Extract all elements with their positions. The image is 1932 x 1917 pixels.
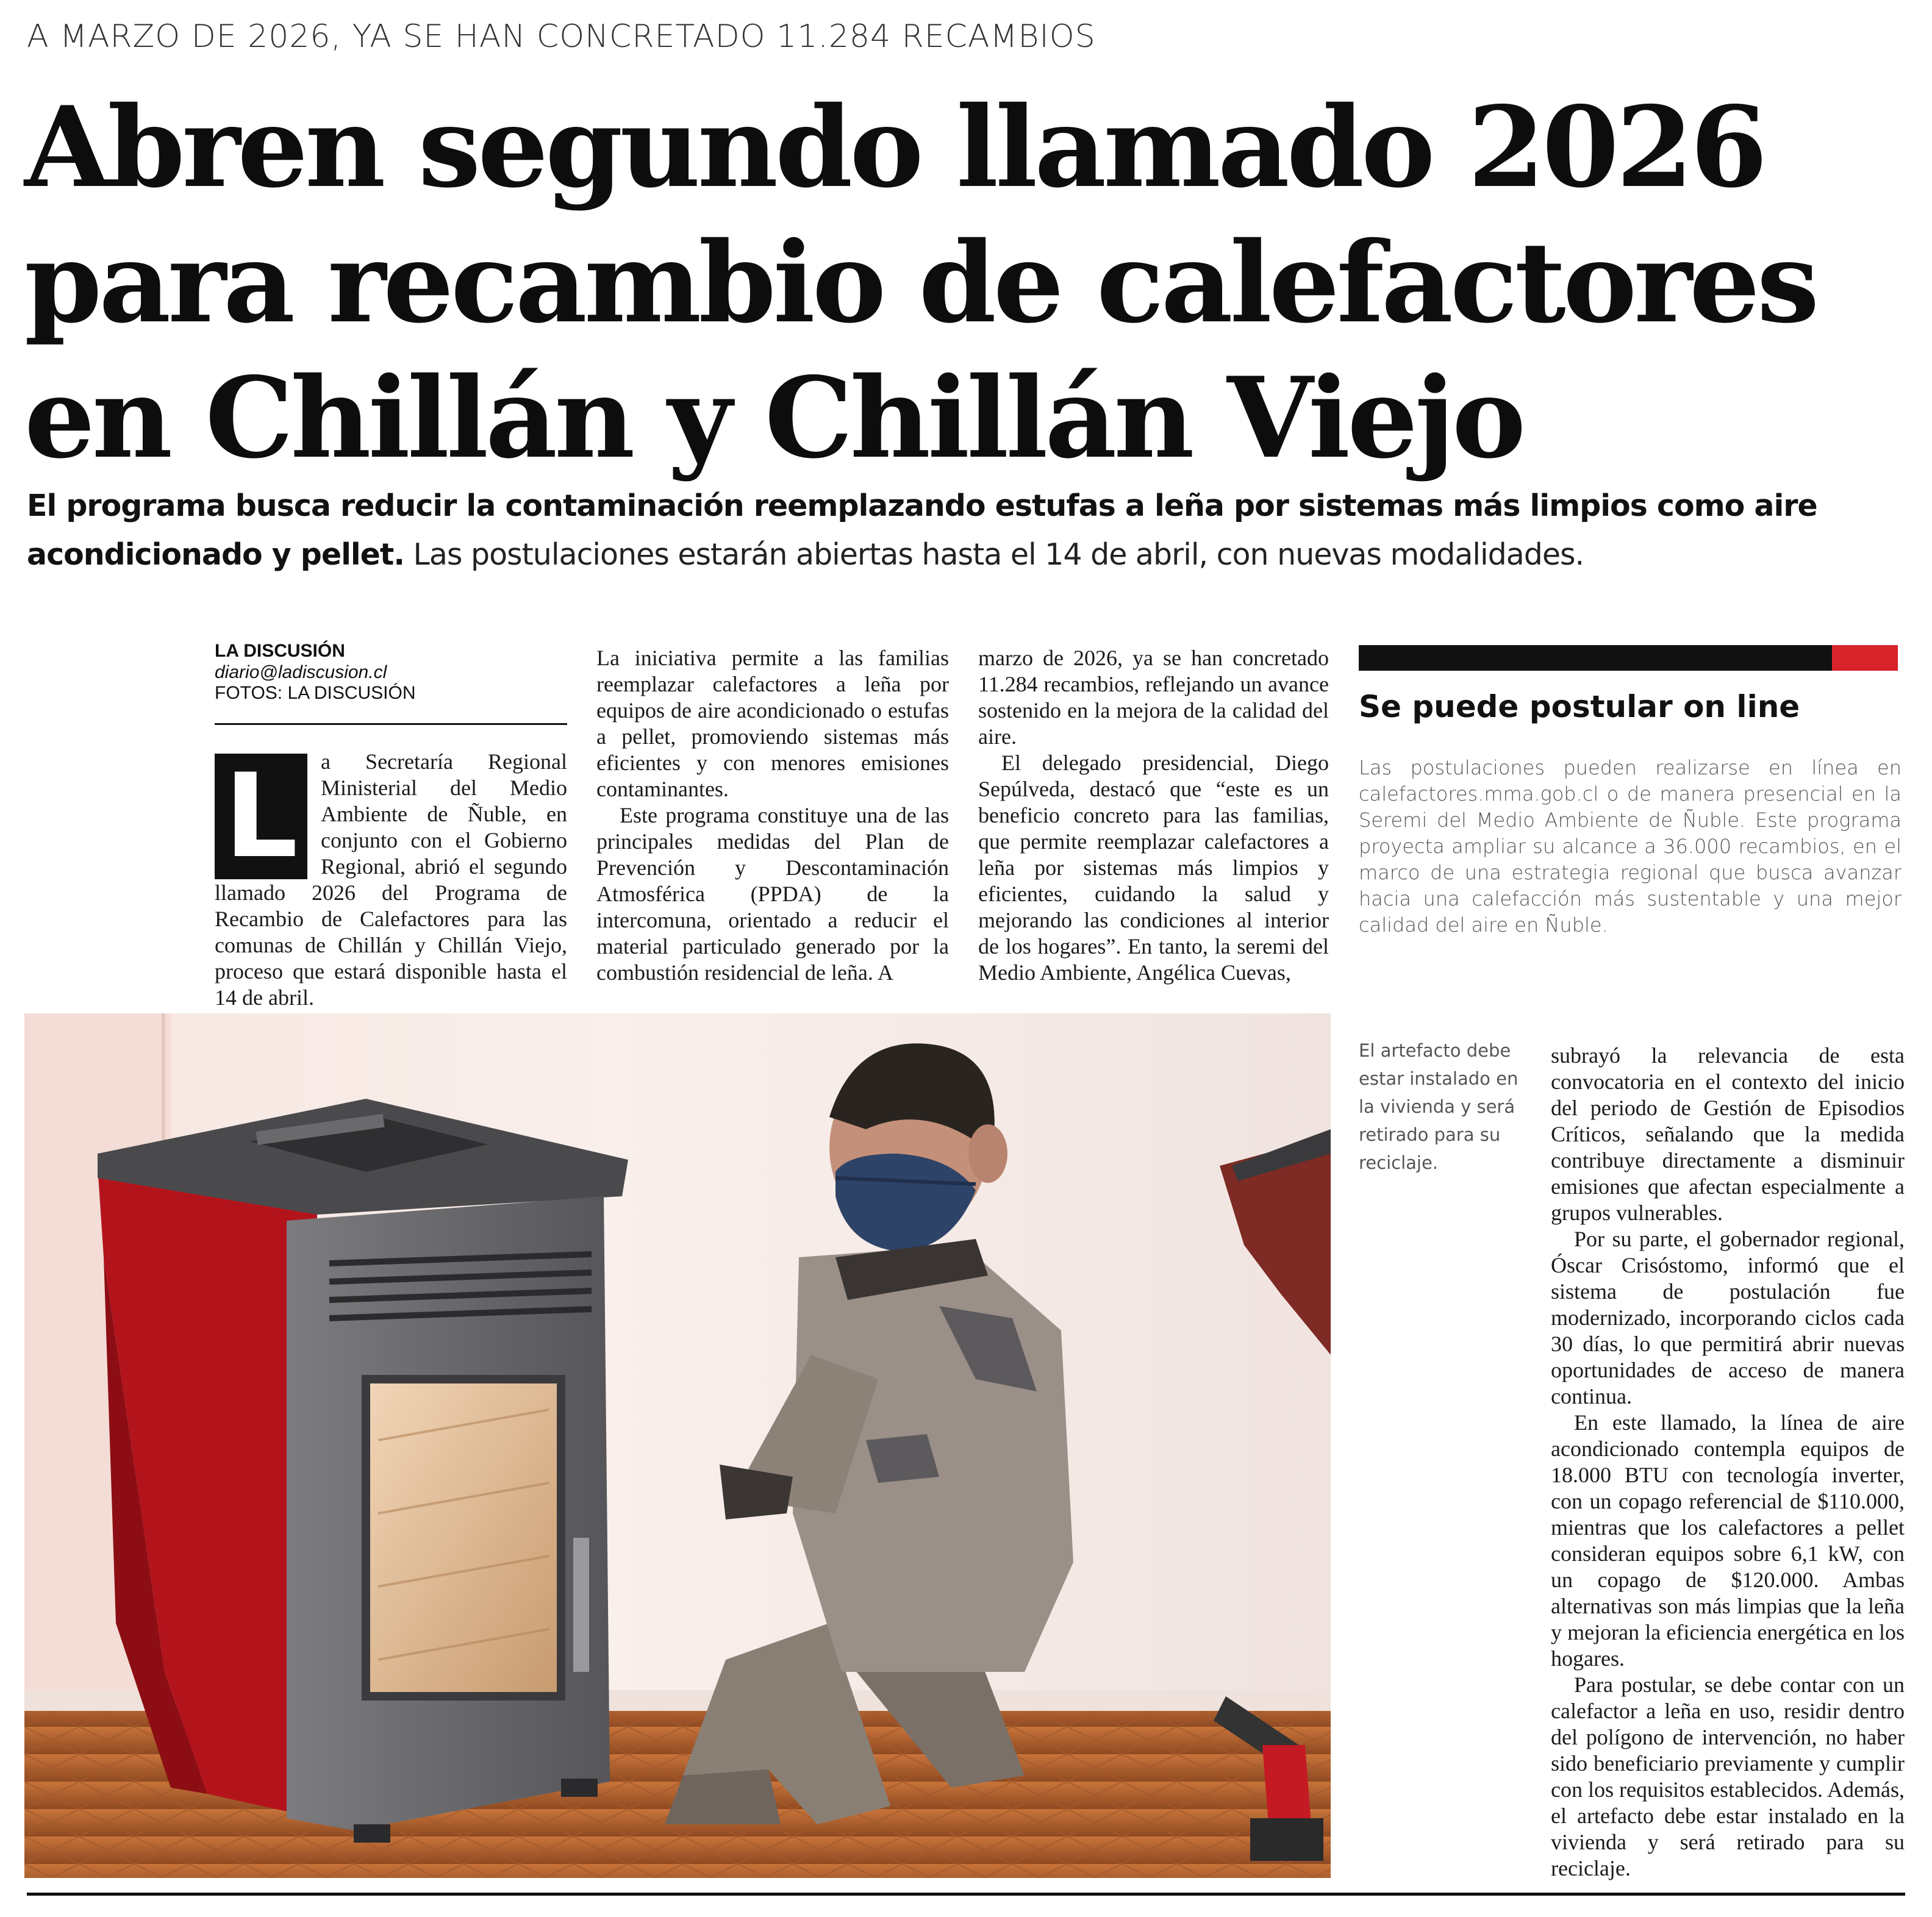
article-column-2 (596, 645, 949, 986)
bottom-rule (27, 1893, 1905, 1896)
headline-line-2: para recambio de calefactores (24, 217, 1817, 348)
col2-paragraph-2: Este programa constituye una de las principales medidas del Plan de Prevención y Descontaminación Atmosférica (PPDA) de la intercomuna, orientado a reducir el material particulado generado por la combustión residencial de leña. A (596, 803, 949, 985)
byline-photos: FOTOS: LA DISCUSIÓN (215, 683, 416, 703)
sidebar-bar (1359, 645, 1832, 671)
byline-rule (215, 723, 567, 725)
col3-paragraph-1: marzo de 2026, ya se han concretado 11.284 recambios, reflejando un avance sostenido en la mejora de la calidad del aire. (978, 646, 1329, 749)
col3-paragraph-2: El delegado presidencial, Diego Sepúlveda, destacó que “este es un beneficio concreto para las familias, que permite reemplazar calefactores a leña por sistemas más limpios y eficientes, cuidando la salud y mejorando las condiciones al interior de los hogares”. En tanto, la seremi del Medio Ambiente, Angélica Cuevas, (978, 751, 1329, 985)
col2-paragraph-1: La iniciativa permite a las familias reemplazar calefactores a leña por equipos de aire acondicionado o estufas a pellet, promoviendo sistemas más eficientes y con menores emisiones contaminantes. (596, 646, 949, 801)
col4-paragraph-4: Para postular, se debe contar con un calefactor a leña en uso, residir dentro del polígono de intervención, no haber sido beneficiario previamente y cumplir con los requisitos establecidos. Además, el artefacto debe estar instalado en la vivienda y será retirado para su reciclaje. (1551, 1672, 1905, 1880)
article-column-3 (978, 645, 1329, 986)
byline-org: LA DISCUSIÓN (215, 641, 345, 661)
deck-bold: El programa busca reducir la contaminación reemplazando estufas a leña por sistemas más limpios como aire acondicionado y pellet. (27, 488, 1817, 572)
sidebar-title: Se puede postular on line (1359, 689, 1800, 724)
headline (24, 79, 1915, 485)
drop-cap: L (215, 754, 307, 879)
col4-paragraph-3: En este llamado, la línea de aire acondicionado contempla equipos de 18.000 BTU con tecnología inverter, con un copago referencial de $110.000, mientras que los calefactores a pellet consideran equipos sobre 6,1 kW, con un copago de $120.000. Ambas alternativas son más limpias que la leña y mejoran la eficiencia energética en los hogares. (1551, 1410, 1905, 1671)
byline-email: diario@ladiscusion.cl (215, 662, 387, 682)
sidebar-bar-accent (1832, 645, 1898, 671)
headline-line-3: en Chillán y Chillán Viejo (24, 352, 1523, 483)
sidebar-body: Las postulaciones pueden realizarse en línea en calefactores.mma.gob.cl o de manera presencial en la Seremi del Medio Ambiente de Ñuble. Este programa proyecta ampliar su alcance a 36.000 recambios, en el marco de una estrategia regional que busca avanzar hacia una calefacción más sustentable y una mejor calidad del aire en Ñuble. (1359, 756, 1902, 937)
col1-paragraph: a Secretaría Regional Ministerial del Medio Ambiente de Ñuble, en conjunto con el Gobierno Regional, abrió el segundo llamado 2026 del Programa de Recambio de Calefactores para las comunas de Chillán y Chillán Viejo, proceso que estará disponible hasta el 14 de abril. (215, 749, 567, 1010)
article-photo (24, 1013, 1331, 1878)
col4-paragraph-1: subrayó la relevancia de esta convocatoria en el contexto del inicio del periodo de Gestión de Episodios Críticos, señalando que la medida contribuye directamente a disminuir emisiones que afectan especialmente a grupos vulnerables. (1551, 1043, 1905, 1225)
kicker: A MARZO DE 2026, YA SE HAN CONCRETADO 11.284 RECAMBIOS (27, 18, 1096, 55)
headline-line-1: Abren segundo llamado 2026 (24, 82, 1765, 212)
article-column-1 (215, 749, 567, 1011)
col4-paragraph-2: Por su parte, el gobernador regional, Óscar Crisóstomo, informó que el sistema de postulación fue modernizado, incorporando ciclos cada 30 días, lo que permitirá abrir nuevas oportunidades de acceso de manera continua. (1551, 1227, 1905, 1408)
photo-caption: El artefacto debe estar instalado en la vivienda y será retirado para su reciclaje. (1359, 1040, 1519, 1173)
article-column-4 (1551, 1043, 1905, 1882)
photo-stove-glass (366, 1379, 561, 1696)
deck-regular: Las postulaciones estarán abiertas hasta el 14 de abril, con nuevas modalidades. (413, 537, 1584, 572)
deck (27, 482, 1905, 579)
